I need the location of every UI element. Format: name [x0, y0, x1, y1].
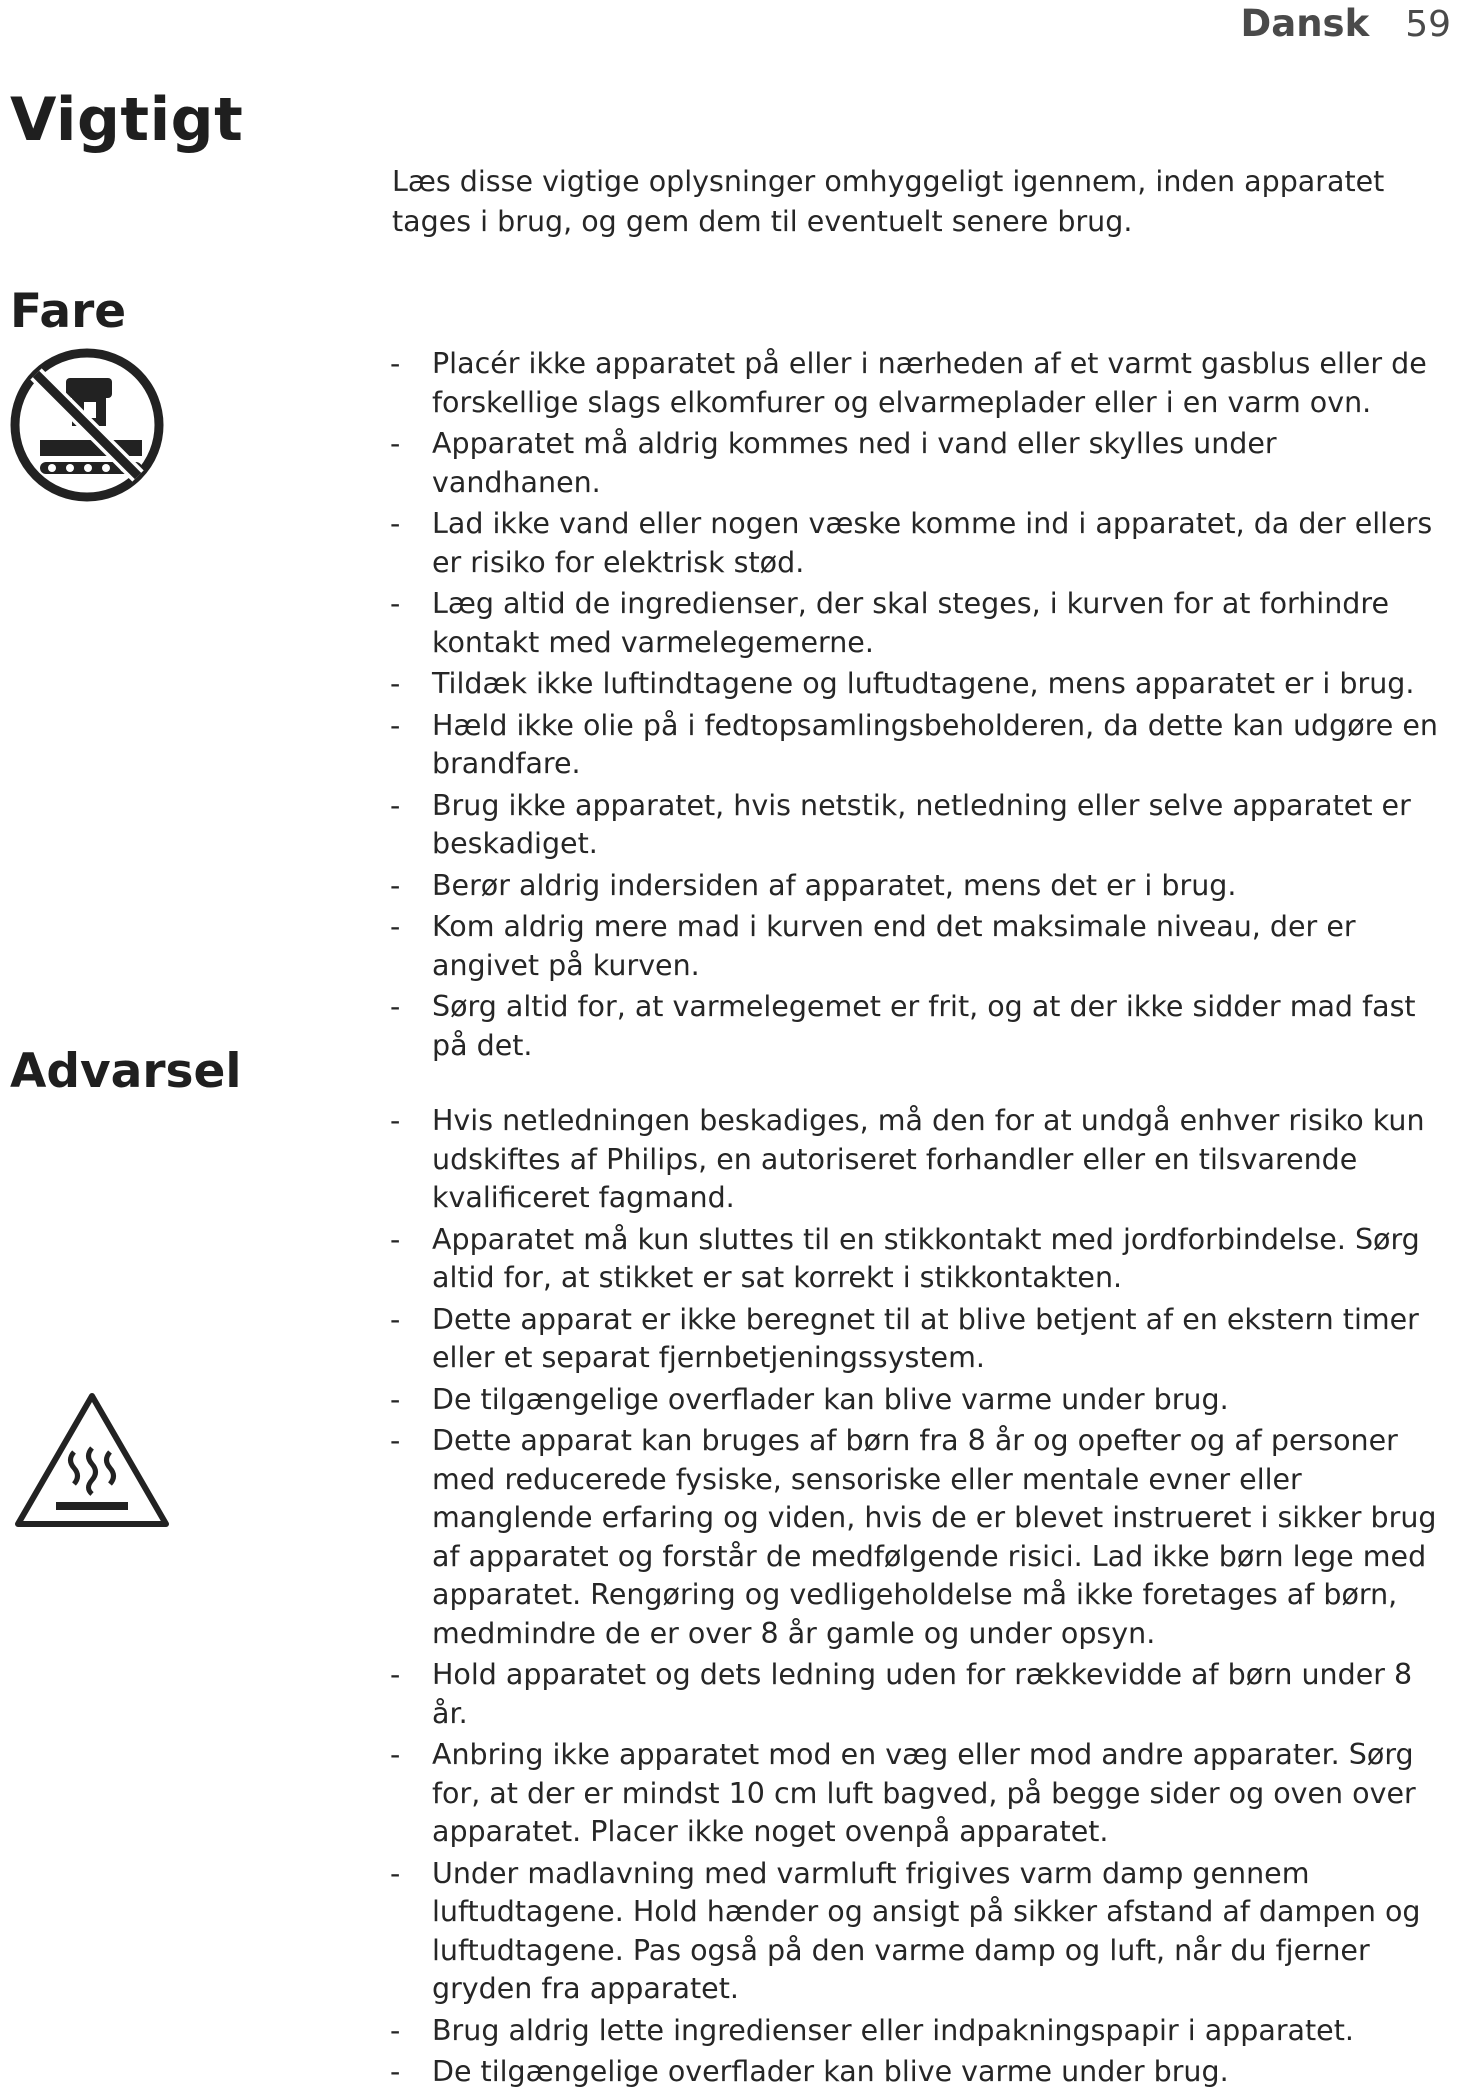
- list-item: - Dette apparat kan bruges af børn fra 8 år og opefter og af personer med reducerede fysiske, sensoriske eller mentale evner eller manglende erfaring og viden, hvis de er blevet instrueret i sikker brug af apparatet og forstår de medfølgende risici. Lad ikke børn lege med apparatet. Rengøring og vedligeholdelse må ikke foretages af børn, medmindre de er over 8 år gamle og under opsyn.: [390, 1422, 1440, 1653]
- list-item: - Berør aldrig indersiden af apparatet, mens det er i brug.: [390, 867, 1440, 906]
- intro-paragraph: Læs disse vigtige oplysninger omhyggeligt igennem, inden apparatet tages i brug, og gem dem til eventuelt senere brug.: [392, 165, 1385, 238]
- list-item: - Hæld ikke olie på i fedtopsamlingsbeholderen, da dette kan udgøre en brandfare.: [390, 707, 1440, 784]
- list-item: - Under madlavning med varmluft frigives varm damp gennem luftudtagene. Hold hænder og ansigt på sikker afstand af dampen og luftudtagene. Pas også på den varme damp og luft, når du fjerner gryden fra apparatet.: [390, 1855, 1440, 2009]
- list-item: - Dette apparat er ikke beregnet til at blive betjent af en ekstern timer eller et separat fjernbetjeningssystem.: [390, 1301, 1440, 1378]
- list-item: - Læg altid de ingredienser, der skal steges, i kurven for at forhindre kontakt med varmelegemerne.: [390, 585, 1440, 662]
- list-item: - Placér ikke apparatet på eller i nærheden af et varmt gasblus eller de forskellige slags elkomfurer og elvarmeplader eller i en varm ovn.: [390, 345, 1440, 422]
- page-header: [1241, 2, 1451, 46]
- list-item: - Tildæk ikke luftindtagene og luftudtagene, mens apparatet er i brug.: [390, 665, 1440, 704]
- hot-surface-warning-icon: [12, 1390, 172, 1534]
- list-item: - Apparatet må kun sluttes til en stikkontakt med jordforbindelse. Sørg altid for, at stikket er sat korrekt i stikkontakten.: [390, 1221, 1440, 1298]
- fare-list: [390, 345, 1440, 1068]
- advarsel-list: [390, 1102, 1440, 2095]
- page-number: 59: [1405, 4, 1451, 45]
- list-item: - Hold apparatet og dets ledning uden for rækkevidde af børn under 8 år.: [390, 1656, 1440, 1733]
- list-item: - De tilgængelige overflader kan blive varme under brug.: [390, 2053, 1440, 2092]
- list-item: - Kom aldrig mere mad i kurven end det maksimale niveau, der er angivet på kurven.: [390, 908, 1440, 985]
- list-item: - Brug aldrig lette ingredienser eller indpakningspapir i apparatet.: [390, 2012, 1440, 2051]
- section-title-vigtigt: Vigtigt: [10, 85, 244, 155]
- list-item: - Apparatet må aldrig kommes ned i vand eller skylles under vandhanen.: [390, 425, 1440, 502]
- list-item: - De tilgængelige overflader kan blive varme under brug.: [390, 1381, 1440, 1420]
- list-item: - Sørg altid for, at varmelegemet er frit, og at der ikke sidder mad fast på det.: [390, 988, 1440, 1065]
- list-item: - Lad ikke vand eller nogen væske komme ind i apparatet, da der ellers er risiko for elektrisk stød.: [390, 505, 1440, 582]
- no-heat-source-icon: [10, 348, 164, 506]
- language-label: Dansk: [1240, 2, 1370, 45]
- list-item: - Anbring ikke apparatet mod en væg eller mod andre apparater. Sørg for, at der er mindst 10 cm luft bagved, på begge sider og oven over apparatet. Placer ikke noget ovenpå apparatet.: [390, 1736, 1440, 1852]
- section-title-advarsel: Advarsel: [10, 1044, 242, 1099]
- section-title-fare: Fare: [10, 284, 127, 339]
- list-item: - Hvis netledningen beskadiges, må den for at undgå enhver risiko kun udskiftes af Philips, en autoriseret forhandler eller en tilsvarende kvalificeret fagmand.: [390, 1102, 1440, 1218]
- list-item: - Brug ikke apparatet, hvis netstik, netledning eller selve apparatet er beskadiget.: [390, 787, 1440, 864]
